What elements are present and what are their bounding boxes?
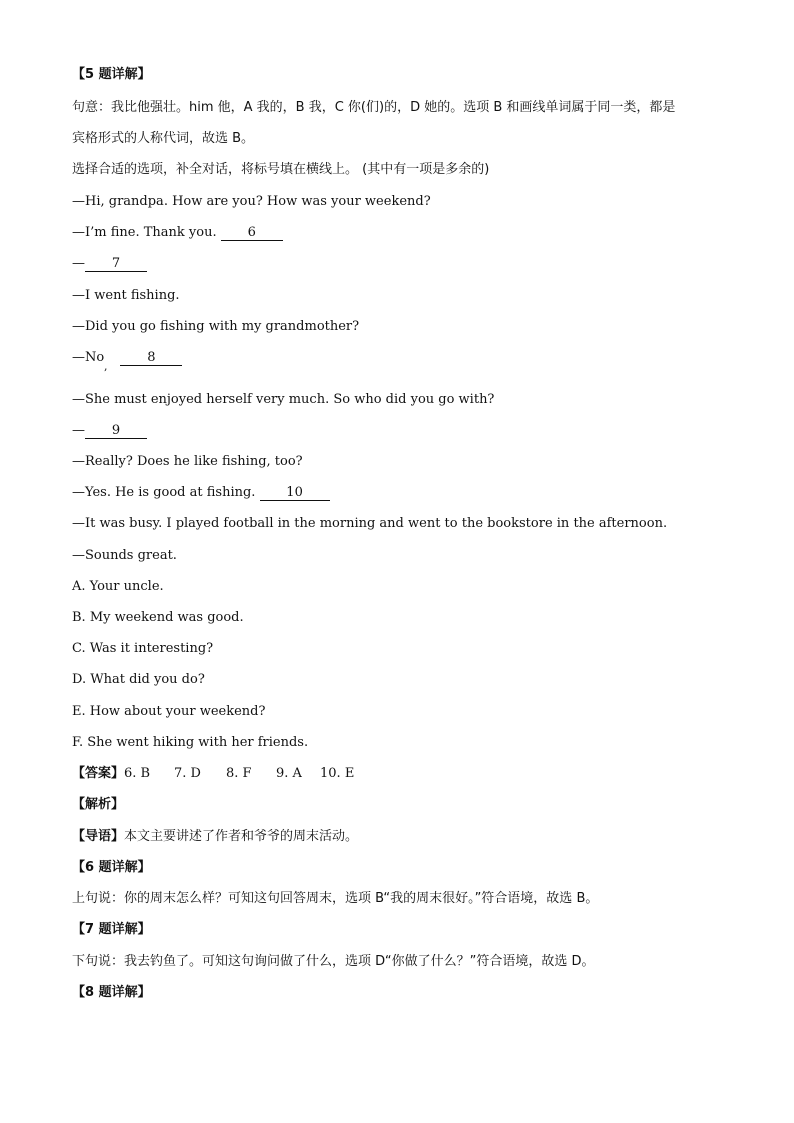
dialogue-line-8-text: — xyxy=(72,423,85,438)
answer-10: 10. E xyxy=(320,766,355,781)
q6-heading: 【6 题详解】 xyxy=(72,860,151,875)
answer-row xyxy=(72,766,354,782)
answer-7: 7. D xyxy=(174,766,201,781)
dialogue-line-6 xyxy=(72,350,182,373)
answer-9: 9. A xyxy=(276,766,302,781)
dialogue-line-3-text: — xyxy=(72,256,85,271)
blank-7[interactable]: 7 xyxy=(85,257,147,272)
option-f: F. She went hiking with her friends. xyxy=(72,735,309,750)
instruction: 选择合适的选项，补全对话，将标号填在横线上。 (其中有一项是多余的) xyxy=(72,162,490,177)
dialogue-line-2-text: —I’m fine. Thank you. xyxy=(72,225,221,240)
q5-explanation-line2: 宾格形式的人称代词，故选 B。 xyxy=(72,131,255,146)
option-e: E. How about your weekend? xyxy=(72,704,266,719)
blank-6[interactable]: 6 xyxy=(221,226,283,241)
dialogue-line-10 xyxy=(72,485,330,501)
option-c: C. Was it interesting? xyxy=(72,641,214,656)
blank-8[interactable]: 8 xyxy=(120,351,182,366)
q7-heading: 【7 题详解】 xyxy=(72,922,151,937)
guide-text: 本文主要讲述了作者和爷爷的周末活动。 xyxy=(124,829,359,844)
dialogue-line-9: —Really? Does he like fishing, too? xyxy=(72,454,303,469)
dialogue-line-5: —Did you go fishing with my grandmother? xyxy=(72,319,360,334)
dialogue-line-3 xyxy=(72,256,147,272)
dialogue-line-6-text: —No xyxy=(72,350,105,365)
analysis-label: 【解析】 xyxy=(72,797,125,812)
guide-label: 【导语】 xyxy=(72,829,125,844)
q8-heading: 【8 题详解】 xyxy=(72,985,151,1000)
dialogue-line-11: —It was busy. I played football in the morning and went to the bookstore in the afternoon. xyxy=(72,516,668,531)
q5-explanation-line1: 句意：我比他强壮。him 他，A 我的，B 我，C 你(们)的，D 她的。选项 B 和画线单词属于同一类，都是 xyxy=(72,100,676,115)
dialogue-line-8 xyxy=(72,423,147,439)
guide-row xyxy=(72,829,358,845)
dialogue-line-6-comma: , xyxy=(104,360,108,373)
option-a: A. Your uncle. xyxy=(72,579,164,594)
option-d: D. What did you do? xyxy=(72,672,205,687)
dialogue-line-7: —She must enjoyed herself very much. So who did you go with? xyxy=(72,392,495,407)
dialogue-line-12: —Sounds great. xyxy=(72,548,177,563)
dialogue-line-4: —I went fishing. xyxy=(72,288,180,303)
dialogue-line-10-text: —Yes. He is good at fishing. xyxy=(72,485,260,500)
dialogue-line-1: —Hi, grandpa. How are you? How was your weekend? xyxy=(72,194,431,209)
answer-label: 【答案】 xyxy=(72,766,125,781)
q6-explanation: 上句说：你的周末怎么样？可知这句回答周末，选项 B“我的周末很好。”符合语境，故选 B。 xyxy=(72,891,599,906)
option-b: B. My weekend was good. xyxy=(72,610,244,625)
blank-10[interactable]: 10 xyxy=(260,486,330,501)
answer-6: 6. B xyxy=(124,766,151,781)
blank-9[interactable]: 9 xyxy=(85,424,147,439)
q5-heading: 【5 题详解】 xyxy=(72,67,151,82)
dialogue-line-2 xyxy=(72,225,283,241)
q7-explanation: 下句说：我去钓鱼了。可知这句询问做了什么，选项 D“你做了什么？”符合语境，故选 D。 xyxy=(72,954,595,969)
answer-8: 8. F xyxy=(226,766,252,781)
